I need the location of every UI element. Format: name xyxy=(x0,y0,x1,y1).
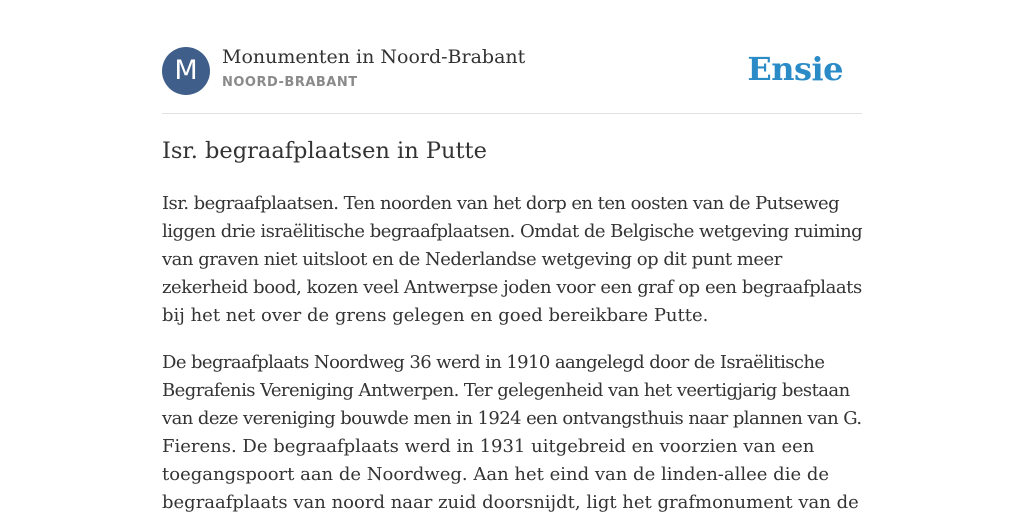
paragraph-line: van deze vereniging bouwde men in 1924 een ontvangsthuis naar plannen van G. xyxy=(162,408,862,429)
source-title[interactable]: Monumenten in Noord-Brabant xyxy=(222,46,526,68)
paragraph-line: begraafplaats van noord naar zuid doorsnijdt, ligt het grafmonument van de xyxy=(162,492,859,512)
paragraph-line: Isr. begraafplaatsen. Ten noorden van het dorp en ten oosten van de Putseweg xyxy=(162,193,840,214)
paragraph-line: zekerheid bood, kozen veel Antwerpse joden voor een graf op een begraafplaats xyxy=(162,277,862,298)
header-divider xyxy=(162,113,862,114)
avatar[interactable]: M xyxy=(162,47,210,95)
paragraph-line: van graven niet uitsloot en de Nederlandse wetgeving op dit punt meer xyxy=(162,249,782,270)
paragraph-line: bij het net over de grens gelegen en goed bereikbare Putte. xyxy=(162,305,709,326)
brand-logo[interactable]: Ensie xyxy=(747,50,843,88)
source-subtitle[interactable]: NOORD-BRABANT xyxy=(222,75,358,90)
article-paragraph xyxy=(162,190,862,330)
paragraph-line: De begraafplaats Noordweg 36 werd in 1910 aangelegd door de Israëlitische xyxy=(162,352,825,373)
article-paragraph xyxy=(162,349,862,512)
header xyxy=(162,46,862,96)
paragraph-line: Begrafenis Vereniging Antwerpen. Ter gelegenheid van het veertigjarig bestaan xyxy=(162,380,850,401)
paragraph-line: toegangspoort aan de Noordweg. Aan het eind van de linden-allee die de xyxy=(162,464,829,485)
paragraph-line: Fierens. De begraafplaats werd in 1931 uitgebreid en voorzien van een xyxy=(162,436,815,457)
paragraph-line: liggen drie israëlitische begraafplaatsen. Omdat de Belgische wetgeving ruiming xyxy=(162,221,863,242)
article-title: Isr. begraafplaatsen in Putte xyxy=(162,138,487,164)
